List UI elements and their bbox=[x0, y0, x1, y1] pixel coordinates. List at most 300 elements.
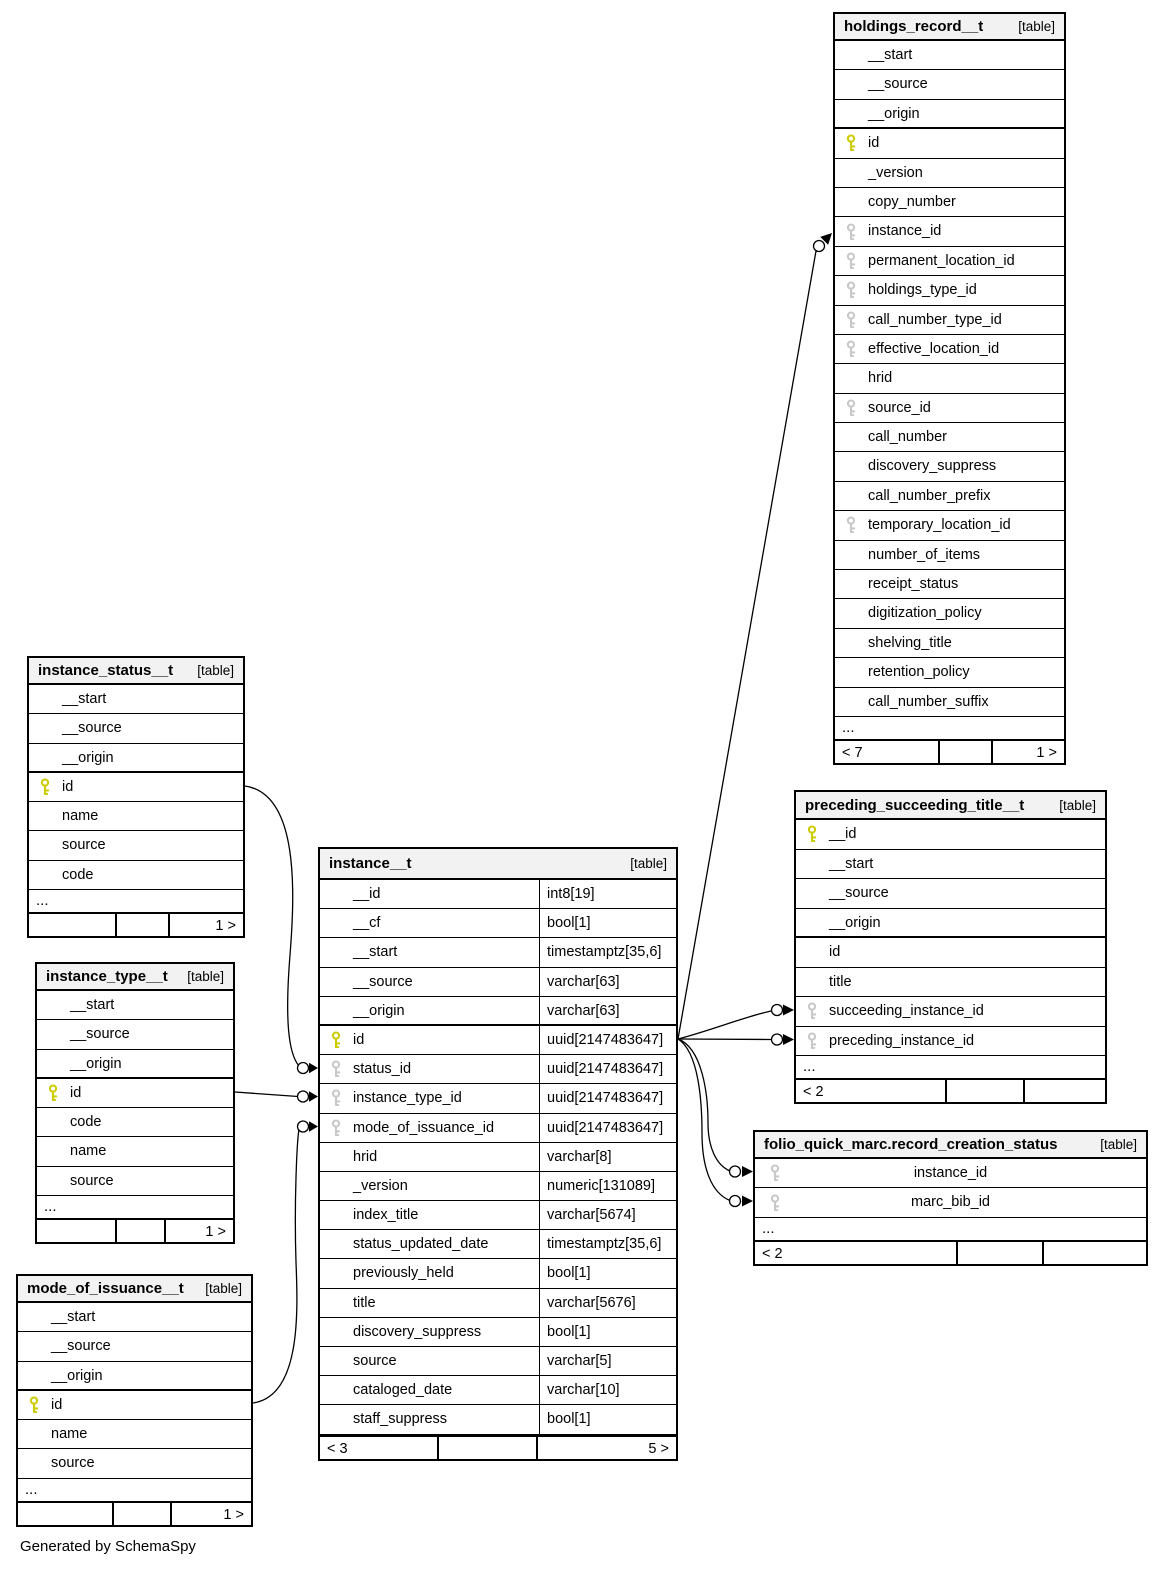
column-row bbox=[835, 100, 1064, 129]
column-name: code bbox=[62, 866, 94, 883]
foreign-key-icon bbox=[330, 1060, 342, 1078]
column-type: varchar[5676] bbox=[547, 1294, 636, 1311]
column-name-cell bbox=[835, 217, 1064, 245]
column-row bbox=[18, 1391, 251, 1420]
column-name: call_number bbox=[868, 429, 947, 446]
table-tag: [table] bbox=[1059, 797, 1096, 813]
column-row bbox=[835, 364, 1064, 393]
column-name: title bbox=[353, 1294, 376, 1311]
column-row bbox=[796, 820, 1105, 850]
column-name-cell bbox=[755, 1159, 1146, 1187]
footer-right: 5 > bbox=[648, 1440, 669, 1457]
column-row bbox=[320, 938, 676, 967]
column-name-cell bbox=[29, 831, 243, 859]
table-footer bbox=[835, 739, 1064, 763]
footer-left bbox=[18, 1503, 114, 1527]
foreign-key-icon bbox=[330, 1089, 342, 1107]
column-name: succeeding_instance_id bbox=[829, 1003, 984, 1019]
column-row bbox=[835, 129, 1064, 158]
table-footer bbox=[755, 1240, 1146, 1264]
column-row bbox=[37, 991, 233, 1020]
column-name: status_updated_date bbox=[353, 1236, 489, 1253]
fk-connector-mode-of-issuance-id bbox=[253, 1121, 318, 1403]
column-name: __cf bbox=[353, 915, 381, 932]
ellipsis-row: ... bbox=[25, 1480, 38, 1498]
column-name: source_id bbox=[868, 399, 931, 416]
column-name: instance_id bbox=[868, 223, 942, 240]
column-name-cell bbox=[320, 1405, 540, 1433]
generator-credit: Generated by SchemaSpy bbox=[20, 1538, 196, 1555]
table-tag: [table] bbox=[187, 969, 224, 984]
column-name: retention_policy bbox=[868, 664, 970, 681]
column-name-cell bbox=[320, 968, 540, 996]
column-name: call_number_suffix bbox=[868, 693, 989, 710]
column-name-cell bbox=[320, 938, 540, 966]
column-name: __start bbox=[868, 47, 913, 63]
column-type: uuid[2147483647] bbox=[547, 1061, 664, 1078]
column-row bbox=[835, 41, 1064, 70]
table-instance-t[interactable] bbox=[318, 847, 678, 1461]
table-holdings-record-t[interactable] bbox=[833, 12, 1066, 765]
column-row bbox=[37, 1137, 233, 1166]
footer-left: < 2 bbox=[755, 1242, 958, 1266]
footer-left: < 3 bbox=[320, 1437, 439, 1461]
column-name: __start bbox=[62, 691, 107, 707]
column-row bbox=[755, 1159, 1146, 1188]
column-row bbox=[320, 1055, 676, 1084]
column-row bbox=[796, 909, 1105, 939]
column-row bbox=[835, 394, 1064, 423]
fk-connector-preceding-instance-id bbox=[678, 1034, 794, 1045]
column-name: status_id bbox=[353, 1061, 412, 1078]
column-name: __source bbox=[829, 885, 889, 901]
footer-right: 1 > bbox=[223, 1506, 244, 1523]
foreign-key-icon bbox=[330, 1119, 342, 1137]
table-footer bbox=[796, 1078, 1105, 1102]
column-name-cell bbox=[37, 1020, 233, 1048]
column-name: preceding_instance_id bbox=[829, 1032, 975, 1049]
column-name: source bbox=[70, 1172, 114, 1189]
column-row bbox=[320, 1289, 676, 1318]
column-row bbox=[18, 1362, 251, 1391]
column-name: source bbox=[51, 1455, 95, 1472]
column-type: varchar[63] bbox=[547, 973, 620, 990]
column-name: __source bbox=[70, 1026, 130, 1043]
column-name-cell bbox=[835, 629, 1064, 657]
column-row bbox=[835, 599, 1064, 628]
primary-key-icon bbox=[47, 1084, 59, 1102]
column-row bbox=[320, 1201, 676, 1230]
column-name-cell bbox=[37, 1079, 233, 1107]
ellipsis-row: ... bbox=[803, 1058, 816, 1075]
column-name-cell bbox=[835, 511, 1064, 539]
column-name: name bbox=[70, 1143, 107, 1160]
column-row bbox=[18, 1420, 251, 1449]
column-name: source bbox=[353, 1353, 397, 1369]
column-type: varchar[8] bbox=[547, 1148, 612, 1165]
column-name-cell bbox=[835, 423, 1064, 451]
column-name-cell bbox=[835, 688, 1064, 716]
column-name: instance_id bbox=[913, 1165, 988, 1181]
column-name-cell bbox=[18, 1362, 251, 1389]
foreign-key-icon bbox=[845, 252, 857, 270]
column-name: title bbox=[829, 973, 852, 990]
column-row bbox=[835, 541, 1064, 570]
column-name-cell bbox=[796, 968, 1105, 997]
column-row bbox=[835, 247, 1064, 276]
column-row bbox=[320, 1259, 676, 1288]
table-tag: [table] bbox=[630, 856, 667, 871]
column-name: _version bbox=[868, 164, 923, 181]
column-name-cell bbox=[835, 276, 1064, 304]
column-row bbox=[37, 1079, 233, 1108]
column-type: uuid[2147483647] bbox=[547, 1031, 664, 1048]
column-name-cell bbox=[37, 1108, 233, 1136]
column-row bbox=[29, 685, 243, 714]
column-name: temporary_location_id bbox=[868, 517, 1011, 534]
column-row bbox=[320, 1230, 676, 1259]
column-row bbox=[796, 1027, 1105, 1057]
column-name: __source bbox=[51, 1338, 111, 1355]
column-name-cell bbox=[18, 1332, 251, 1360]
column-name: code bbox=[70, 1114, 102, 1131]
column-name-cell bbox=[796, 938, 1105, 967]
column-row bbox=[29, 861, 243, 890]
table-preceding-succeeding-title-t[interactable] bbox=[794, 790, 1107, 1104]
column-row bbox=[835, 511, 1064, 540]
column-name-cell bbox=[835, 100, 1064, 127]
column-row bbox=[320, 1376, 676, 1405]
column-row bbox=[835, 688, 1064, 717]
column-row bbox=[18, 1303, 251, 1332]
column-name-cell bbox=[835, 247, 1064, 275]
column-name-cell bbox=[796, 909, 1105, 937]
foreign-key-icon bbox=[845, 516, 857, 534]
column-type: numeric[131089] bbox=[547, 1177, 656, 1194]
column-name: __start bbox=[70, 997, 115, 1013]
column-row bbox=[320, 909, 676, 938]
column-name-cell bbox=[796, 997, 1105, 1026]
primary-key-icon bbox=[330, 1031, 342, 1049]
column-name-cell bbox=[796, 820, 1105, 849]
column-name: __origin bbox=[70, 1055, 122, 1072]
foreign-key-icon bbox=[806, 1002, 818, 1020]
column-name-cell bbox=[835, 188, 1064, 216]
foreign-key-icon bbox=[769, 1164, 781, 1182]
column-row bbox=[835, 217, 1064, 246]
column-name: __start bbox=[51, 1309, 96, 1325]
primary-key-icon bbox=[806, 825, 818, 843]
column-name: __start bbox=[353, 944, 398, 961]
table-name[interactable]: holdings_record__t bbox=[844, 18, 984, 35]
column-name: __start bbox=[829, 855, 874, 872]
column-name: receipt_status bbox=[868, 576, 959, 593]
column-name-cell bbox=[835, 306, 1064, 334]
column-type: varchar[5] bbox=[547, 1353, 612, 1369]
column-row bbox=[835, 629, 1064, 658]
table-header[interactable] bbox=[18, 1276, 251, 1303]
table-mode-of-issuance-t[interactable] bbox=[16, 1274, 253, 1527]
ellipsis-row: ... bbox=[44, 1198, 57, 1216]
column-row bbox=[320, 880, 676, 909]
foreign-key-icon bbox=[845, 311, 857, 329]
column-name: instance_type_id bbox=[353, 1090, 462, 1107]
column-row bbox=[37, 1108, 233, 1137]
table-tag: [table] bbox=[1100, 1137, 1137, 1152]
footer-right: 1 > bbox=[215, 918, 236, 935]
column-name: digitization_policy bbox=[868, 605, 982, 622]
column-name: index_title bbox=[353, 1207, 419, 1224]
column-name: permanent_location_id bbox=[868, 252, 1015, 269]
column-name: id bbox=[70, 1084, 82, 1101]
column-row bbox=[835, 188, 1064, 217]
footer-left: < 7 bbox=[835, 741, 940, 765]
column-type: bool[1] bbox=[547, 1323, 591, 1340]
table-name[interactable]: instance__t bbox=[329, 855, 412, 872]
table-header[interactable] bbox=[755, 1132, 1146, 1159]
column-name: discovery_suppress bbox=[868, 458, 997, 475]
column-name-cell bbox=[29, 861, 243, 889]
column-name-cell bbox=[37, 1167, 233, 1195]
table-header[interactable] bbox=[37, 964, 233, 991]
column-name-cell bbox=[29, 714, 243, 742]
footer-mid bbox=[439, 1437, 538, 1461]
foreign-key-icon bbox=[845, 340, 857, 358]
foreign-key-icon bbox=[845, 399, 857, 417]
column-name: mode_of_issuance_id bbox=[353, 1119, 495, 1136]
table-name[interactable]: instance_type__t bbox=[46, 968, 168, 985]
column-type: varchar[63] bbox=[547, 1002, 620, 1019]
column-type: uuid[2147483647] bbox=[547, 1119, 664, 1136]
column-name: hrid bbox=[353, 1148, 378, 1165]
column-row bbox=[835, 159, 1064, 188]
table-header[interactable] bbox=[29, 658, 243, 685]
table-tag: [table] bbox=[205, 1281, 242, 1296]
footer-left bbox=[37, 1220, 117, 1244]
column-row bbox=[18, 1449, 251, 1478]
column-name-cell bbox=[320, 1143, 540, 1171]
table-header[interactable] bbox=[796, 792, 1105, 820]
column-name-cell bbox=[835, 658, 1064, 686]
column-name: source bbox=[62, 837, 106, 854]
column-name-cell bbox=[320, 997, 540, 1024]
column-name-cell bbox=[320, 1114, 540, 1142]
column-name: __id bbox=[829, 826, 857, 842]
column-name-cell bbox=[18, 1391, 251, 1419]
column-name: hrid bbox=[868, 370, 893, 387]
column-name: __source bbox=[868, 76, 928, 93]
column-row bbox=[796, 879, 1105, 909]
column-row bbox=[320, 1114, 676, 1143]
column-row bbox=[29, 802, 243, 831]
column-name: holdings_type_id bbox=[868, 282, 977, 299]
table-name[interactable]: mode_of_issuance__t bbox=[27, 1280, 184, 1297]
column-name-cell bbox=[796, 879, 1105, 908]
foreign-key-icon bbox=[845, 281, 857, 299]
fk-connector-succeeding-instance-id bbox=[678, 1005, 794, 1040]
footer-mid bbox=[114, 1503, 172, 1527]
column-row bbox=[835, 482, 1064, 511]
column-row bbox=[29, 714, 243, 743]
primary-key-icon bbox=[39, 778, 51, 796]
column-name-cell bbox=[796, 850, 1105, 879]
column-row bbox=[835, 70, 1064, 99]
footer-mid bbox=[947, 1080, 1024, 1104]
column-name: __source bbox=[62, 720, 122, 737]
table-record-creation-status[interactable] bbox=[753, 1130, 1148, 1266]
footer-right: 1 > bbox=[1036, 744, 1057, 761]
column-row bbox=[37, 1167, 233, 1196]
column-type: timestamptz[35,6] bbox=[547, 1236, 662, 1253]
table-instance-type-t[interactable] bbox=[35, 962, 235, 1244]
column-name-cell bbox=[29, 802, 243, 830]
column-name-cell bbox=[835, 394, 1064, 422]
column-name-cell bbox=[320, 1289, 540, 1317]
column-row bbox=[755, 1188, 1146, 1217]
column-name: __origin bbox=[51, 1367, 103, 1384]
column-row bbox=[835, 276, 1064, 305]
foreign-key-icon bbox=[769, 1194, 781, 1212]
column-name: marc_bib_id bbox=[911, 1194, 990, 1211]
column-row bbox=[320, 997, 676, 1026]
column-name-cell bbox=[18, 1303, 251, 1331]
column-row bbox=[37, 1020, 233, 1049]
column-row bbox=[835, 423, 1064, 452]
footer-left: < 2 bbox=[796, 1080, 947, 1104]
ellipsis-row: ... bbox=[842, 718, 855, 736]
column-row bbox=[320, 1405, 676, 1434]
footer-mid bbox=[940, 741, 993, 765]
column-name: __origin bbox=[62, 749, 114, 766]
column-row bbox=[320, 1143, 676, 1172]
footer-right bbox=[1044, 1242, 1146, 1266]
fk-connector-status-id bbox=[245, 786, 318, 1074]
column-name-cell bbox=[37, 991, 233, 1019]
column-name: discovery_suppress bbox=[353, 1323, 482, 1340]
column-name-cell bbox=[835, 452, 1064, 480]
column-name: _version bbox=[353, 1177, 408, 1194]
primary-key-icon bbox=[28, 1396, 40, 1414]
table-name[interactable]: folio_quick_marc.record_creation_status bbox=[764, 1136, 1058, 1153]
column-row bbox=[320, 1347, 676, 1376]
column-name-cell bbox=[320, 1259, 540, 1287]
column-name: cataloged_date bbox=[353, 1382, 453, 1399]
column-type: bool[1] bbox=[547, 1265, 591, 1282]
table-name[interactable]: preceding_succeeding_title__t bbox=[805, 796, 1025, 814]
column-name-cell bbox=[18, 1420, 251, 1448]
table-footer bbox=[320, 1435, 676, 1459]
fk-connector-status-instance-id bbox=[678, 1039, 753, 1177]
column-name-cell bbox=[835, 364, 1064, 392]
column-type: bool[1] bbox=[547, 1411, 591, 1428]
column-name: __id bbox=[353, 886, 381, 902]
column-row bbox=[320, 968, 676, 997]
column-row bbox=[320, 1318, 676, 1347]
fk-connector-instance-type-id bbox=[235, 1091, 318, 1102]
table-header[interactable] bbox=[320, 849, 676, 880]
footer-mid bbox=[958, 1242, 1044, 1266]
footer-right: 1 > bbox=[205, 1224, 226, 1241]
column-row bbox=[835, 452, 1064, 481]
column-name: id bbox=[868, 135, 880, 152]
column-row bbox=[29, 773, 243, 802]
table-tag: [table] bbox=[197, 663, 234, 678]
footer-left bbox=[29, 914, 117, 938]
column-name-cell bbox=[320, 1376, 540, 1404]
column-name-cell bbox=[320, 880, 540, 908]
table-instance-status-t[interactable] bbox=[27, 656, 245, 938]
column-name-cell bbox=[796, 1027, 1105, 1056]
column-name-cell bbox=[320, 1230, 540, 1258]
table-name[interactable]: instance_status__t bbox=[38, 662, 174, 679]
column-name: id bbox=[353, 1031, 365, 1048]
ellipsis-row: ... bbox=[36, 892, 49, 910]
fk-connector-marc-bib-id bbox=[678, 1039, 753, 1207]
column-row bbox=[320, 1084, 676, 1113]
column-row bbox=[18, 1332, 251, 1361]
column-name-cell bbox=[18, 1449, 251, 1477]
column-type: bool[1] bbox=[547, 915, 591, 932]
column-name: __origin bbox=[353, 1002, 405, 1019]
column-row bbox=[796, 968, 1105, 998]
column-name-cell bbox=[835, 129, 1064, 157]
column-row bbox=[29, 744, 243, 773]
column-type: int8[19] bbox=[547, 886, 595, 902]
column-type: varchar[5674] bbox=[547, 1207, 636, 1224]
column-name-cell bbox=[755, 1188, 1146, 1216]
column-row bbox=[796, 850, 1105, 880]
footer-mid bbox=[117, 914, 171, 938]
column-row bbox=[796, 997, 1105, 1027]
column-name: previously_held bbox=[353, 1265, 454, 1282]
column-name-cell bbox=[37, 1137, 233, 1165]
column-name: name bbox=[51, 1426, 88, 1443]
column-name-cell bbox=[835, 70, 1064, 98]
column-name-cell bbox=[320, 909, 540, 937]
column-name-cell bbox=[29, 773, 243, 801]
column-name-cell bbox=[835, 541, 1064, 569]
column-name: call_number_type_id bbox=[868, 311, 1002, 328]
foreign-key-icon bbox=[845, 223, 857, 241]
column-name-cell bbox=[320, 1084, 540, 1112]
column-name-cell bbox=[320, 1026, 540, 1054]
column-row bbox=[29, 831, 243, 860]
column-name-cell bbox=[835, 159, 1064, 187]
column-row bbox=[320, 1172, 676, 1201]
column-name: id bbox=[62, 778, 74, 795]
table-tag: [table] bbox=[1018, 19, 1055, 34]
column-name-cell bbox=[835, 570, 1064, 598]
column-name: __source bbox=[353, 973, 413, 990]
ellipsis-row: ... bbox=[762, 1219, 775, 1237]
column-name: __origin bbox=[829, 914, 881, 931]
column-name-cell bbox=[835, 41, 1064, 69]
column-name-cell bbox=[835, 482, 1064, 510]
column-name: number_of_items bbox=[868, 546, 981, 563]
column-name-cell bbox=[320, 1172, 540, 1200]
primary-key-icon bbox=[845, 134, 857, 152]
column-type: timestamptz[35,6] bbox=[547, 944, 662, 961]
column-type: uuid[2147483647] bbox=[547, 1090, 664, 1107]
column-name: id bbox=[51, 1396, 63, 1413]
column-row bbox=[835, 658, 1064, 687]
column-row bbox=[835, 335, 1064, 364]
column-name-cell bbox=[835, 335, 1064, 363]
column-row bbox=[320, 1026, 676, 1055]
table-header[interactable] bbox=[835, 14, 1064, 41]
column-name: copy_number bbox=[868, 193, 956, 210]
column-name: call_number_prefix bbox=[868, 487, 991, 504]
